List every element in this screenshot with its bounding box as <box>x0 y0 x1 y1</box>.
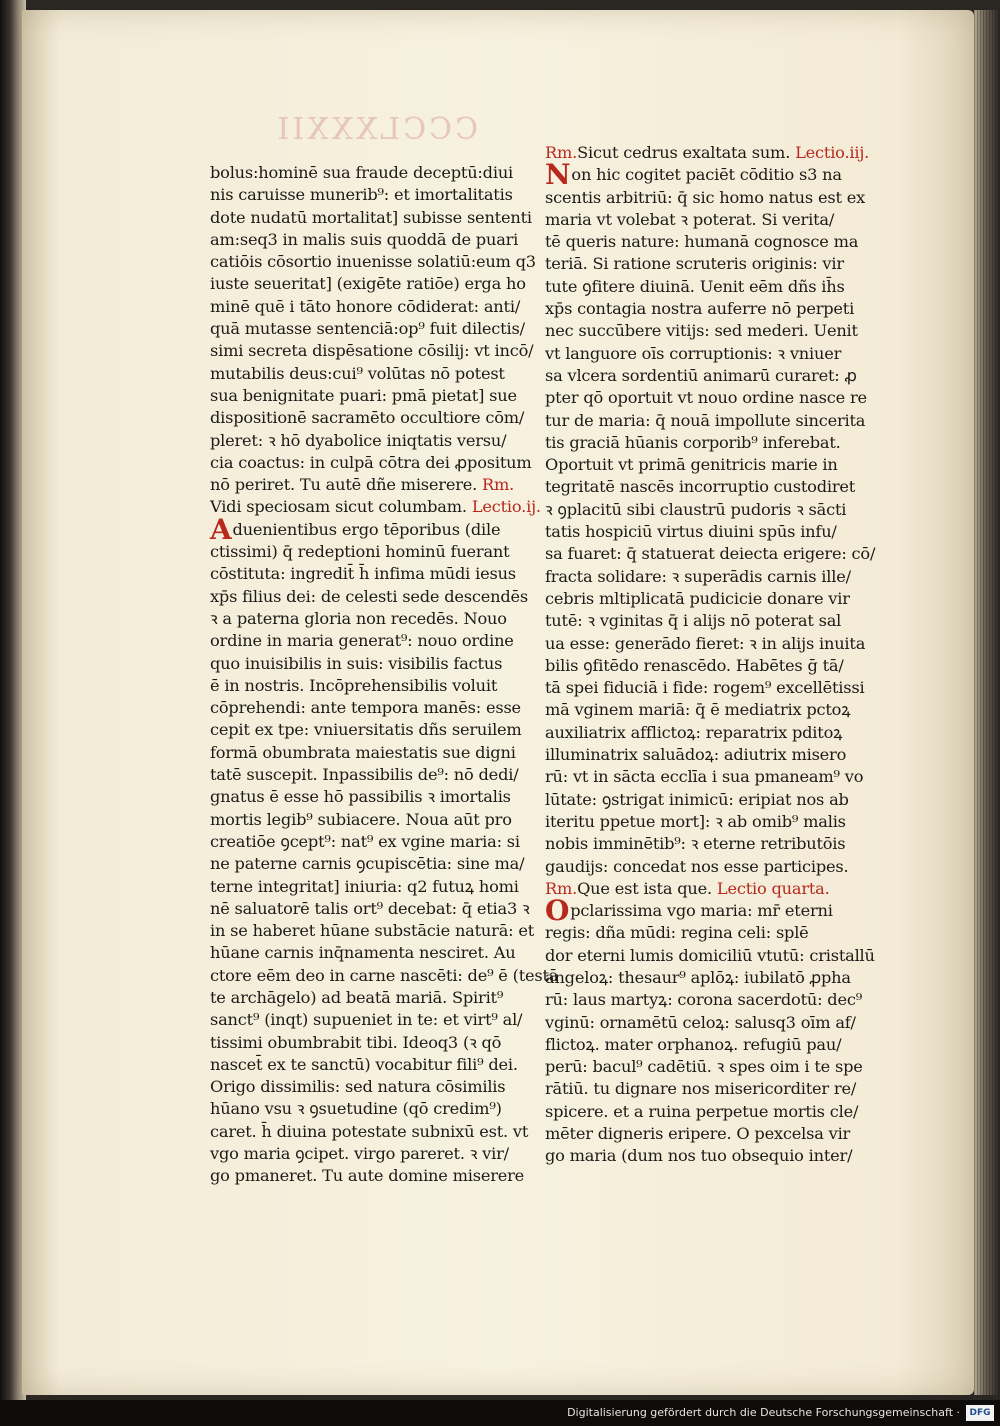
line-text: in se haberet hūane substācie naturā: et <box>210 921 535 941</box>
text-line <box>545 231 885 253</box>
line-text: go maria (dum nos tuo obsequio inter/ <box>545 1146 853 1166</box>
line-text: ē in nostris. Incōprehensibilis voluit <box>210 675 498 695</box>
line-text: tis graciā hūanis corporib⁹ inferebat. <box>545 432 841 452</box>
text-line <box>210 586 540 608</box>
line-text: creatiōe ꝯcept⁹: nat⁹ ex vgine maria: si <box>210 831 520 851</box>
text-line <box>210 296 540 318</box>
line-text: ꝛ a paterna gloria non recedēs. Nouo <box>210 608 507 628</box>
line-text: mortis legib⁹ subiacere. Noua aūt pro <box>210 809 512 829</box>
line-text: caret. h̄ diuina potestate subnixū est. vt <box>210 1121 529 1141</box>
text-line <box>545 744 885 766</box>
text-line <box>545 1101 885 1123</box>
line-text: am:seq3 in malis suis quoddā de puari <box>210 229 519 249</box>
line-text: pter qō oportuit vt nouo ordine nasce re <box>545 388 867 408</box>
text-line <box>545 454 885 476</box>
text-line <box>210 786 540 808</box>
line-text: ꝛ ꝯplacitū sibi claustrū pudoris ꝛ sācti <box>545 499 847 519</box>
text-line <box>210 318 540 340</box>
line-text: iuste seueritat] (exigēte ratiōe) erga ho <box>210 274 526 294</box>
text-line <box>545 365 885 387</box>
text-line <box>545 566 885 588</box>
dfg-logo-icon: DFG <box>966 1405 994 1421</box>
text-line <box>210 898 540 920</box>
text-line <box>545 1078 885 1100</box>
line-text: tā spei fiduciā i fide: rogem⁹ excellētissi <box>545 678 865 698</box>
line-text: ordine in maria generat⁹: nouo ordine <box>210 631 514 651</box>
line-text: vginū: ornamētū celoꝝ: salusq3 oīm af/ <box>545 1012 856 1032</box>
text-line <box>210 1076 540 1098</box>
text-line <box>210 853 540 875</box>
text-line <box>210 742 540 764</box>
text-line <box>210 809 540 831</box>
text-line <box>545 476 885 498</box>
text-line <box>210 1054 540 1076</box>
line-text: quo inuisibilis in suis: visibilis factus <box>210 653 503 673</box>
line-text: bilis ꝯfitēdo renascēdo. Habētes ḡ tā/ <box>545 655 844 675</box>
rubricated-initial: N <box>545 158 571 192</box>
text-column-right <box>545 142 885 1168</box>
text-line <box>210 273 540 295</box>
line-text: ctissimi) q̄ redeptioni hominū fuerant <box>210 542 510 562</box>
text-line <box>545 320 885 342</box>
line-text: nō periret. Tu autē dñe miserere. <box>210 475 478 495</box>
text-line <box>545 811 885 833</box>
text-column-left <box>210 162 559 1188</box>
text-line <box>545 722 885 744</box>
text-line <box>545 1145 885 1167</box>
line-text: rū: laus martyꝝ: corona sacerdotū: dec⁹ <box>545 990 863 1010</box>
line-text: tissimi obumbrabit tibi. Ideoq3 (ꝛ qō <box>210 1032 502 1052</box>
line-text: quā mutasse sentenciā:op⁹ fuit dilectis/ <box>210 319 525 339</box>
line-text: nē saluatorē talis ort⁹ decebat: q̄ etia3 ꝛ <box>210 898 530 918</box>
line-text: nis caruisse munerib⁹: et imortalitatis <box>210 185 513 205</box>
text-line <box>545 343 885 365</box>
line-text: tatis hospiciū virtus diuini spūs infu/ <box>545 522 837 542</box>
line-text: sanct⁹ (inqt) supueniet in te: et virt⁹ al/ <box>210 1010 523 1030</box>
text-line <box>545 142 885 164</box>
line-text: Sicut cedrus exaltata sum. <box>577 143 791 162</box>
text-line <box>210 251 540 273</box>
text-line <box>210 385 540 407</box>
line-text: gaudijs: concedat nos esse participes. <box>545 856 849 876</box>
text-line <box>210 942 540 964</box>
line-text: mā vginem mariā: q̄ ē mediatrix pctoꝝ <box>545 700 851 720</box>
page-edges-right <box>974 10 1000 1395</box>
text-line <box>210 184 540 206</box>
text-line <box>210 920 540 942</box>
line-text: formā obumbrata maiestatis sue digni <box>210 742 516 762</box>
line-text: maria vt volebat ꝛ poterat. Si verita/ <box>545 209 835 229</box>
line-text: ua esse: generādo fieret: ꝛ in alijs inuita <box>545 633 866 653</box>
line-text: cōstituta: ingredit̄ h̄ infima mūdi iesus <box>210 564 516 584</box>
text-line <box>545 543 885 565</box>
line-text: go pmaneret. Tu aute domine miserere <box>210 1166 525 1186</box>
text-line <box>545 1123 885 1145</box>
line-text: cōprehendi: ante tempora manēs: esse <box>210 698 521 718</box>
text-line <box>210 452 540 474</box>
line-text: nec succūbere vitijs: sed mederi. Uenit <box>545 321 858 341</box>
line-text: xp̄s filius dei: de celesti sede descendēs <box>210 586 529 606</box>
text-line <box>210 1143 540 1165</box>
text-line <box>545 432 885 454</box>
footer-bar <box>0 1400 1000 1426</box>
text-line <box>210 1121 540 1143</box>
text-line <box>210 831 540 853</box>
text-line <box>545 276 885 298</box>
line-text: angeloꝝ: thesaur⁹ aplōꝝ: iubilatō ꝓpha <box>545 967 851 987</box>
text-line <box>210 1009 540 1031</box>
rubric-heading: Rm. <box>482 475 515 495</box>
rubricated-initial: A <box>210 512 232 546</box>
rubric-heading: Lectio quarta. <box>716 878 830 898</box>
line-text: cia coactus: in culpā cōtra dei ꝓpositum <box>210 452 532 472</box>
text-line <box>210 229 540 251</box>
text-line <box>210 675 540 697</box>
line-text: Vidi speciosam sicut columbam. <box>210 497 467 517</box>
line-text: illuminatrix saluādoꝝ: adiutrix misero <box>545 745 847 765</box>
line-text: nascet̄ ex te sanctū) vocabitur fili⁹ dei. <box>210 1054 518 1074</box>
line-text: ne paterne carnis ꝯcupiscētia: sine ma/ <box>210 854 525 874</box>
line-text: regis: dñа mūdi: regina celi: splē <box>545 923 809 943</box>
line-text: bolus:hominē sua fraude deceptū:diui <box>210 163 514 182</box>
line-text: iteritu ppetue mort]: ꝛ ab omib⁹ malis <box>545 811 846 831</box>
line-text: rū: vt in sācta ecclīa i sua pmaneam⁹ vo <box>545 767 864 787</box>
text-line <box>545 187 885 209</box>
text-line <box>545 521 885 543</box>
line-text: tatē suscepit. Inpassibilis de⁹: nō dedi/ <box>210 765 519 785</box>
text-line <box>545 410 885 432</box>
text-line <box>545 655 885 677</box>
text-line <box>210 965 559 987</box>
line-text: lūtate: ꝯstrigat inimicū: eripiat nos ab <box>545 789 849 809</box>
text-line <box>210 1032 540 1054</box>
line-text: rātiū. tu dignare nos misericorditer re/ <box>545 1079 857 1099</box>
line-text: vgo maria ꝯcipet. virgo pareret. ꝛ vir/ <box>210 1144 509 1164</box>
text-line <box>210 697 540 719</box>
line-text: dispositionē sacramēto occultiore cōm/ <box>210 408 525 428</box>
line-text: tur de maria: q̄ nouā impollute sincerita <box>545 410 866 430</box>
rubric-heading: Lectio.iij. <box>795 143 870 162</box>
line-text: duenientibus ergo tēporibus (dile <box>232 519 501 539</box>
text-line <box>210 987 540 1009</box>
text-line <box>210 363 540 385</box>
rubric-heading: Lectio.ij. <box>471 497 541 517</box>
line-text: mutabilis deus:cui⁹ volūtas nō potest <box>210 363 505 383</box>
text-line <box>210 340 540 362</box>
line-text: teriā. Si ratione scruteris originis: vir <box>545 254 844 274</box>
line-text: sua benignitate puari: pmā pietat] sue <box>210 385 517 405</box>
line-text: vt languore oīs corruptionis: ꝛ vniuer <box>545 343 842 363</box>
line-text: pleret: ꝛ hō dyabolice iniqtatis versu/ <box>210 430 507 450</box>
text-line <box>545 894 885 928</box>
text-line <box>210 207 540 229</box>
line-text: perū: bacul⁹ cadētiū. ꝛ spes oim i te spe <box>545 1057 863 1077</box>
line-text: sa fuaret: q̄ statuerat deiecta erigere: cō/ <box>545 544 876 564</box>
line-text: cepit ex tpe: vniuersitatis dñs seruilem <box>210 720 522 740</box>
text-line <box>210 430 540 452</box>
text-line <box>545 499 885 521</box>
text-line <box>545 1056 885 1078</box>
text-line <box>545 967 885 989</box>
line-text: hūano vsu ꝛ ꝯsuetudine (qō credim⁹) <box>210 1099 502 1119</box>
line-text: Origo dissimilis: sed natura cōsimilis <box>210 1077 506 1097</box>
text-line <box>210 1098 540 1120</box>
line-text: auxiliatrix afflictoꝝ: reparatrix pditoꝝ <box>545 722 843 742</box>
line-text: nobis imminētib⁹: ꝛ eterne retributōis <box>545 834 846 854</box>
showthrough-folio-numeral: CCCLXXXII <box>274 112 478 147</box>
line-text: Que est ista que. <box>577 878 712 898</box>
rubric-marker: Rm. <box>545 878 578 898</box>
line-text: pclarissima vgo maria: mr̄ eterni <box>570 901 833 921</box>
text-line <box>545 677 885 699</box>
line-text: spicere. et a ruina perpetue mortis cle/ <box>545 1101 859 1121</box>
line-text: tutē: ꝛ vginitas q̄ i alijs nō poterat sal <box>545 611 842 631</box>
line-text: dor eterni lumis domiciliū vtutū: cristallū <box>545 945 875 965</box>
line-text: flictoꝝ. mater orphanoꝝ. refugiū pau/ <box>545 1034 842 1054</box>
text-line <box>210 764 540 786</box>
text-line <box>210 608 540 630</box>
text-line <box>545 766 885 788</box>
rubricated-initial: O <box>545 894 570 928</box>
text-line <box>545 833 885 855</box>
line-text: scentis arbitriū: q̄ sic homo natus est ex <box>545 187 866 207</box>
text-line <box>210 563 540 585</box>
text-line <box>545 699 885 721</box>
line-text: te archāgelo) ad beatā mariā. Spirit⁹ <box>210 987 504 1007</box>
line-text: dote nudatū mortalitat] subisse sententi <box>210 207 532 227</box>
line-text: tē queris nature: humanā cognosce ma <box>545 232 859 252</box>
line-text: Oportuit vt primā genitricis marie in <box>545 455 838 475</box>
line-text: tute ꝯfitere diuinā. Uenit eēm dñs ih̄s <box>545 276 845 296</box>
text-line <box>545 1034 885 1056</box>
text-line <box>210 474 540 496</box>
text-line <box>545 856 885 878</box>
line-text: cebris mltiplicatā pudicicie donare vir <box>545 588 850 608</box>
text-line <box>210 1165 540 1187</box>
text-line <box>210 162 540 184</box>
text-line <box>545 298 885 320</box>
text-line <box>210 630 540 652</box>
text-line <box>210 496 540 518</box>
line-text: ctore eēm deo in carne nascēti: de⁹ ē (testā <box>210 965 559 985</box>
funding-credit: Digitalisierung gefördert durch die Deutsche Forschungsgemeinschaft · <box>567 1406 960 1419</box>
text-line <box>545 588 885 610</box>
text-line <box>210 541 540 563</box>
text-line <box>545 789 885 811</box>
line-text: simi secreta dispēsatione cōsilij: vt incō/ <box>210 341 534 361</box>
text-line <box>545 878 885 900</box>
line-text: sa vlcera sordentiū animarū curaret: ꝓ <box>545 365 857 385</box>
line-text: mēter digneris eripere. O pexcelsa vir <box>545 1124 851 1144</box>
line-text: fracta solidare: ꝛ superādis carnis ille/ <box>545 566 851 586</box>
text-line <box>545 209 885 231</box>
text-line <box>210 719 540 741</box>
text-line <box>545 633 885 655</box>
line-text: tegritatē nascēs incorruptio custodiret <box>545 477 856 497</box>
text-line <box>210 876 540 898</box>
line-text: hūane carnis inq̄namenta nesciret. Au <box>210 943 516 963</box>
line-text: gnatus ē esse hō passibilis ꝛ imortalis <box>210 787 511 807</box>
text-line <box>210 653 540 675</box>
line-text: minē quē i tāto honore cōdiderat: anti/ <box>210 296 521 316</box>
line-text: xp̄s contagia nostra auferre nō perpeti <box>545 299 855 319</box>
text-line <box>545 922 885 944</box>
text-line <box>210 407 540 429</box>
line-text: terne integritat] iniuria: q2 futuꝝ homi <box>210 876 519 896</box>
text-line <box>210 512 540 546</box>
text-line <box>545 610 885 632</box>
text-line <box>545 989 885 1011</box>
text-line <box>545 158 885 192</box>
text-line <box>545 253 885 275</box>
text-line <box>545 387 885 409</box>
rubric-marker: Rm. <box>545 143 578 162</box>
text-line <box>545 945 885 967</box>
line-text: catiōis cōsortio inuenisse solatiū:eum q3 <box>210 252 536 272</box>
line-text: on hic cogitet paciēt cōditio s3 na <box>571 165 842 185</box>
text-line <box>545 1012 885 1034</box>
